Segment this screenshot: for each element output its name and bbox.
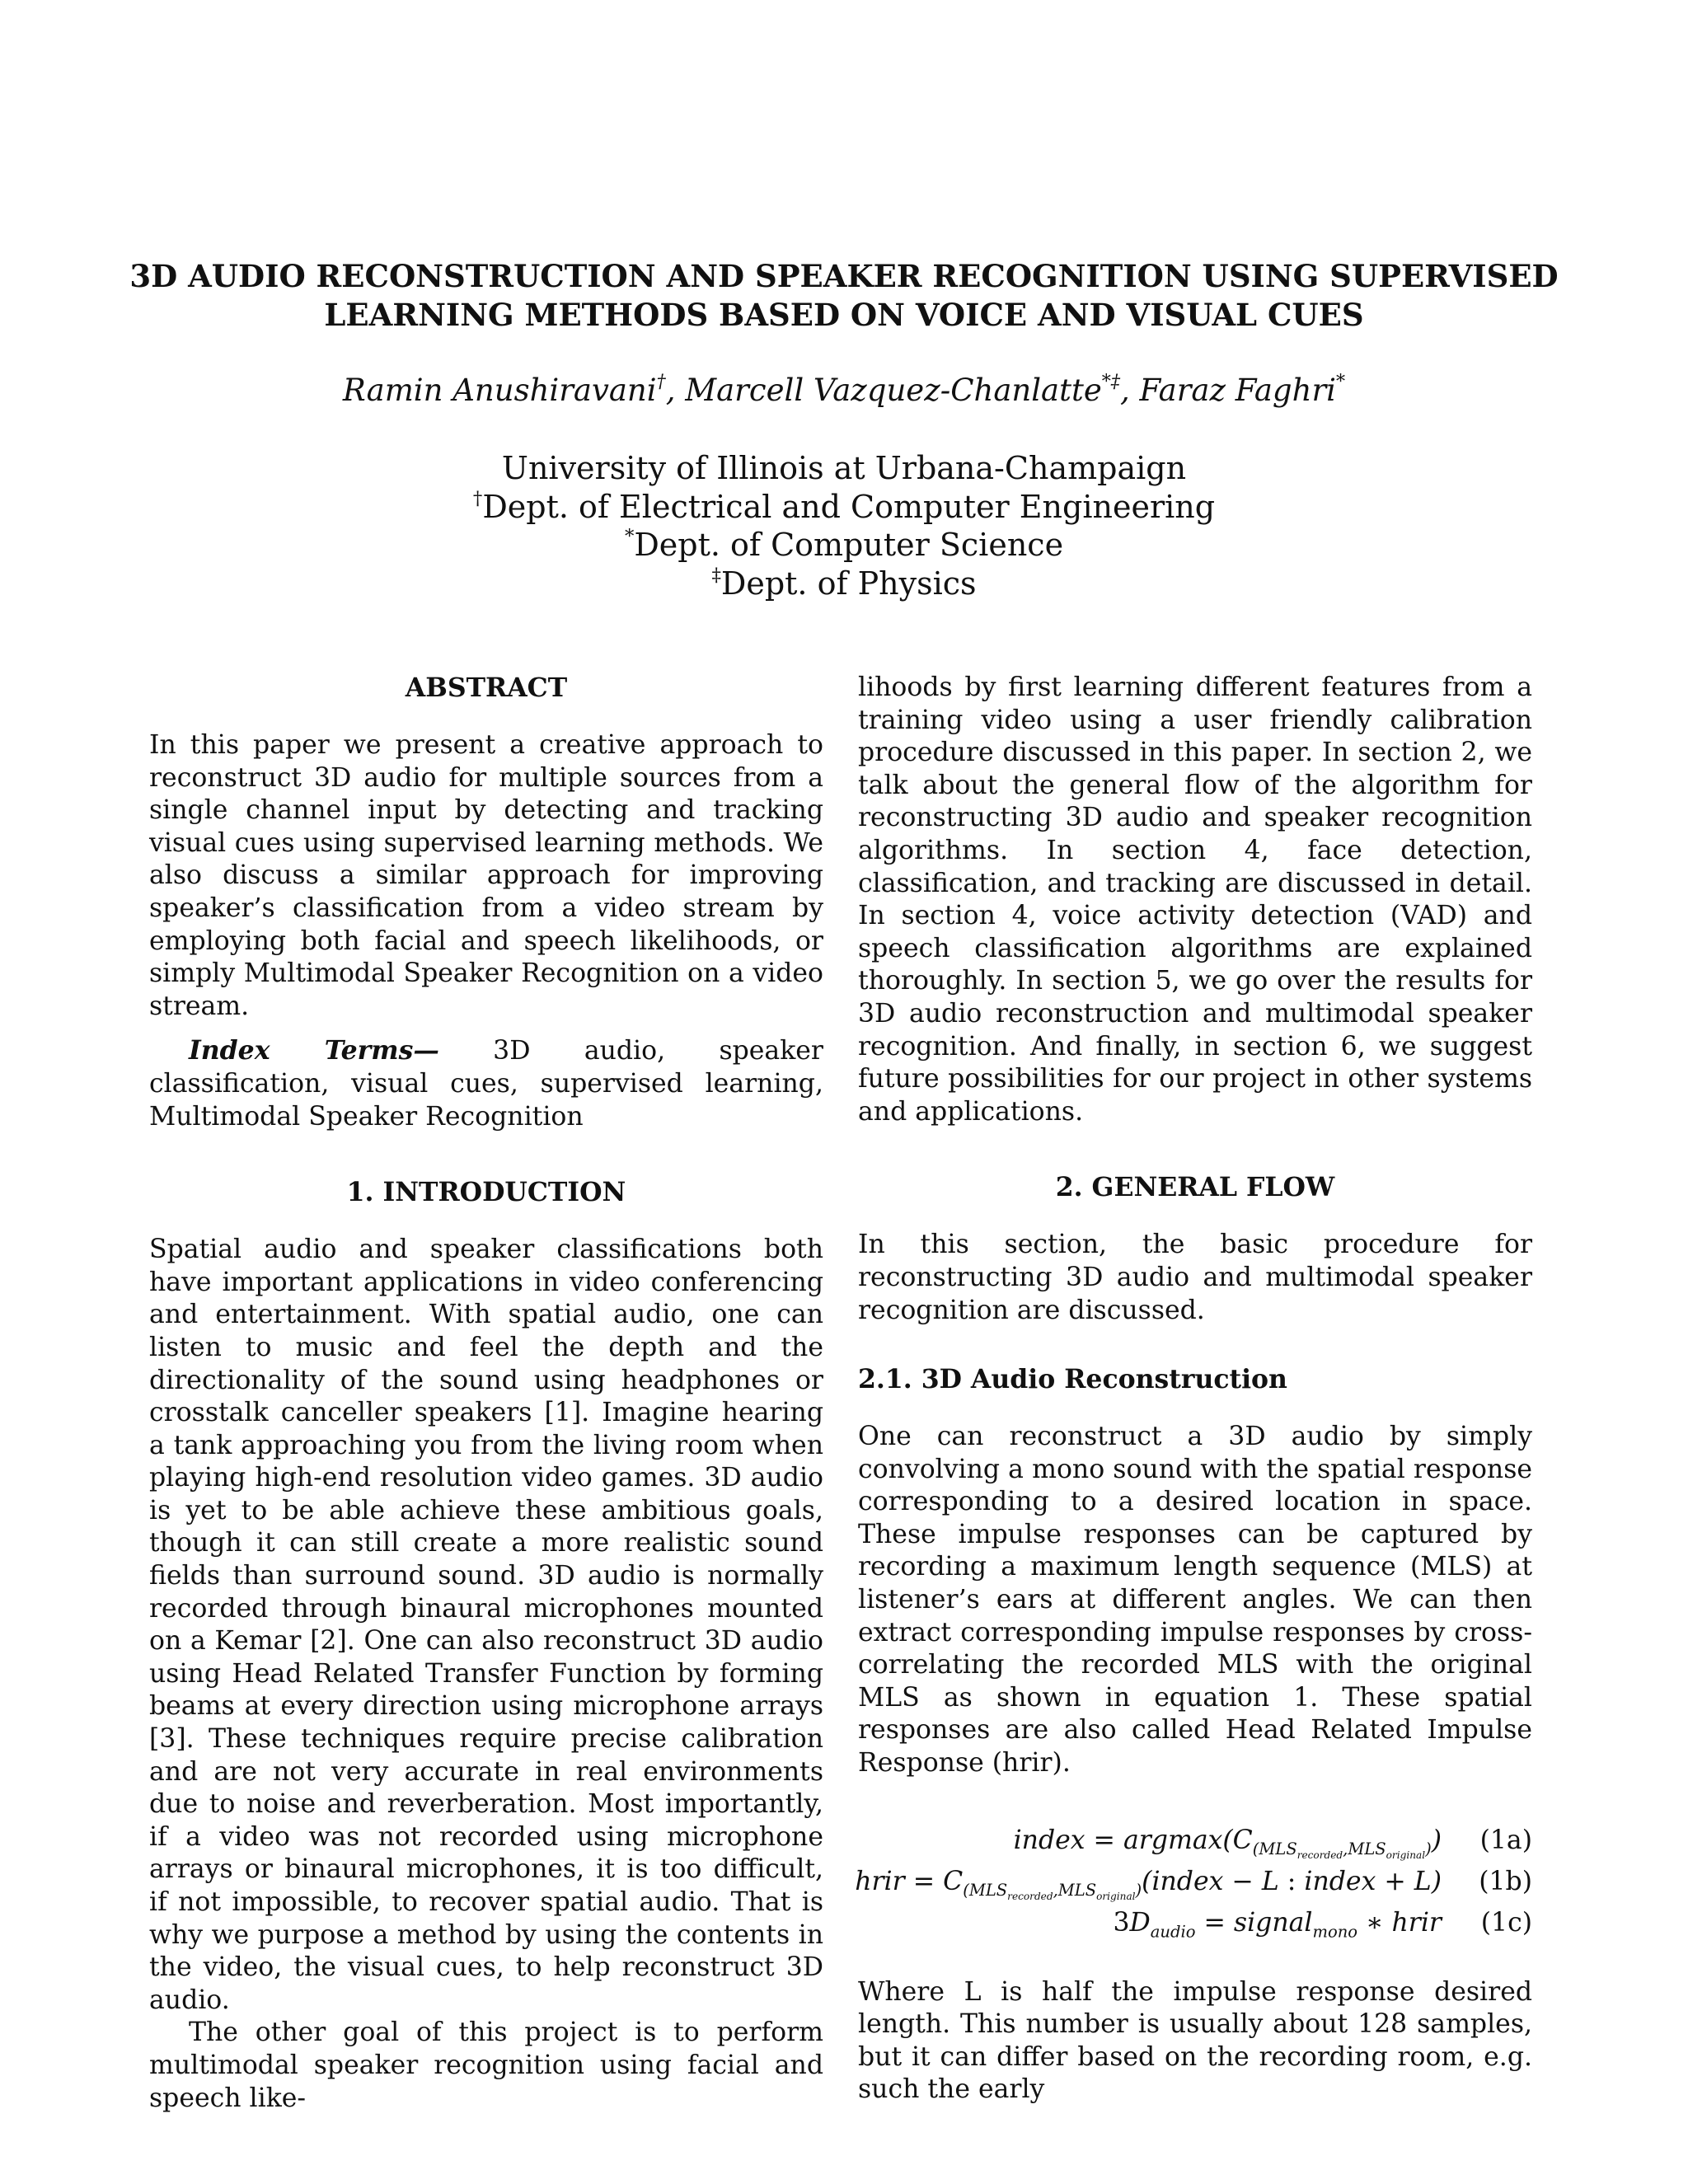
index-terms-text: 3D audio, speaker classification, visual cues, supervised learning, Multimodal Speaker Recognition bbox=[149, 1036, 823, 1132]
general-flow-paragraph-1: In this section, the basic procedure for reconstructing 3D audio and multimodal speaker recognition are discussed. bbox=[858, 1230, 1532, 1325]
introduction-paragraph-2-start: The other goal of this project is to perform multimodal speaker recognition using facial and speech like- bbox=[149, 2018, 823, 2113]
introduction-paragraph-2-continued: lihoods by first learning different features from a training video using a user friendly calibration procedure discussed in this paper. In section 2, we talk about the general flow of the algorithm for reconstructing 3D audio and speaker recognition algorithms. In section 4, face detection, classification, and tracking are discussed in detail. In section 4, voice activity detection (VAD) and speech classification algorithms are explained thoroughly. In section 5, we go over the results for 3D audio reconstruction and multimodal speaker recognition. And finally, in section 6, we suggest future possibilities for our project in other systems and applications. bbox=[858, 673, 1532, 1127]
affiliation-university: University of Illinois at Urbana-Champaign bbox=[501, 450, 1187, 486]
equation-number: (1a) bbox=[1479, 1825, 1532, 1855]
subsection-heading: 2.1. 3D Audio Reconstruction bbox=[858, 1364, 1287, 1395]
author-separator: , bbox=[1119, 373, 1140, 408]
title-line-2: LEARNING METHODS BASED ON VOICE AND VISUAL CUES bbox=[324, 297, 1364, 333]
introduction-paragraph-1: Spatial audio and speaker classifications both have important applications in video conferencing and entertainment. With spatial audio, one can listen to music and feel the depth and the directionality of the sound using headphones or crosstalk canceller speakers [1]. Imagine hearing a tank approaching you from the living room when playing high-end resolution video games. 3D audio is yet to be able achieve these ambitious goals, though it can still create a more realistic sound fields than surround sound. 3D audio is normally recorded through binaural microphones mounted on a Kemar [2]. One can also reconstruct 3D audio using Head Related Transfer Function by forming beams at every direction using microphone arrays [3]. These techniques require precise calibration and are not very accurate in real environments due to noise and reverberation. Most importantly, if a video was not recorded using microphone arrays or binaural microphones, it is too difficult, if not impossible, to recover spatial audio. That is why we purpose a method by using the contents in the video, the visual cues, to help reconstruct 3D audio. bbox=[149, 1235, 823, 2015]
index-terms-label: Index Terms— bbox=[189, 1035, 439, 1066]
abstract-text: In this paper we present a creative approach to reconstruct 3D audio for multiple sources from a single channel input by detecting and tracking visual cues using supervised learning methods. We also discuss a similar approach for improving speaker’s classification from a video stream by employing both facial and speech likelihoods, or simply Multimodal Speaker Recognition on a video stream. bbox=[149, 730, 823, 1021]
author-2: Marcell Vazquez-Chanlatte bbox=[685, 373, 1102, 408]
right-column bbox=[855, 672, 1532, 2107]
author-1-mark: † bbox=[656, 371, 666, 393]
affiliation-mark: † bbox=[472, 487, 483, 509]
equation-1a-expression: index = $argmax(C_{(MLS_{recorded},MLS_{original})})$ bbox=[1013, 1825, 1442, 1861]
affiliation-mark: ‡ bbox=[711, 564, 721, 586]
affiliation-text: Dept. of Physics bbox=[720, 565, 977, 602]
equation-number: (1c) bbox=[1480, 1907, 1532, 1938]
author-3-mark: * bbox=[1335, 371, 1346, 393]
affiliation-dept-ece bbox=[124, 488, 1564, 527]
author-list bbox=[124, 371, 1564, 410]
title-line-1: 3D AUDIO RECONSTRUCTION AND SPEAKER RECOGNITION USING SUPERVISED bbox=[129, 258, 1559, 294]
author-separator: , bbox=[665, 373, 686, 408]
equation-1c-expression: $3D_{audio}$ = signal$_{mono}$ ∗ hrir bbox=[1113, 1907, 1442, 1941]
paper-title bbox=[124, 257, 1564, 335]
equation-1b-expression: hrir = $C_{(MLS_{recorded},MLS_{original})}(index - L$ : index + L) bbox=[855, 1866, 1442, 1902]
general-flow-paragraph-2: One can reconstruct a 3D audio by simply convolving a mono sound with the spatial response corresponding to a desired location in space. These impulse responses can be captured by recording a maximum length sequence (MLS) at listener’s ears at different angles. We can then extract corresponding impulse responses by cross-correlating the recorded MLS with the original MLS as shown in equation 1. These spatial responses are also called Head Related Impulse Response (hrir). bbox=[858, 1422, 1532, 1779]
general-flow-paragraph-3: Where L is half the impulse response desired length. This number is usually about 128 samples, but it can differ based on the recording room, e.g. such the early bbox=[858, 1976, 1532, 2105]
affiliation-mark: * bbox=[624, 526, 635, 548]
affiliation-text: Dept. of Electrical and Computer Engineering bbox=[482, 488, 1216, 525]
abstract-heading: ABSTRACT bbox=[405, 673, 568, 703]
equation-number: (1b) bbox=[1479, 1866, 1532, 1896]
general-flow-heading: 2. GENERAL FLOW bbox=[1055, 1172, 1335, 1203]
affiliations bbox=[124, 449, 1564, 602]
author-1: Ramin Anushiravani bbox=[342, 373, 657, 408]
index-terms bbox=[149, 1034, 823, 1133]
affiliation-dept-cs bbox=[124, 526, 1564, 565]
affiliation-text: Dept. of Computer Science bbox=[634, 527, 1064, 563]
introduction-heading: 1. INTRODUCTION bbox=[346, 1177, 626, 1208]
equation-1b bbox=[855, 1861, 1532, 1902]
left-column bbox=[149, 672, 823, 2115]
author-3: Faraz Faghri bbox=[1139, 373, 1336, 408]
affiliation-dept-physics bbox=[124, 565, 1564, 603]
equation-1a bbox=[858, 1820, 1532, 1861]
equation-1c bbox=[858, 1902, 1532, 1943]
author-2-mark: *‡ bbox=[1101, 371, 1120, 393]
